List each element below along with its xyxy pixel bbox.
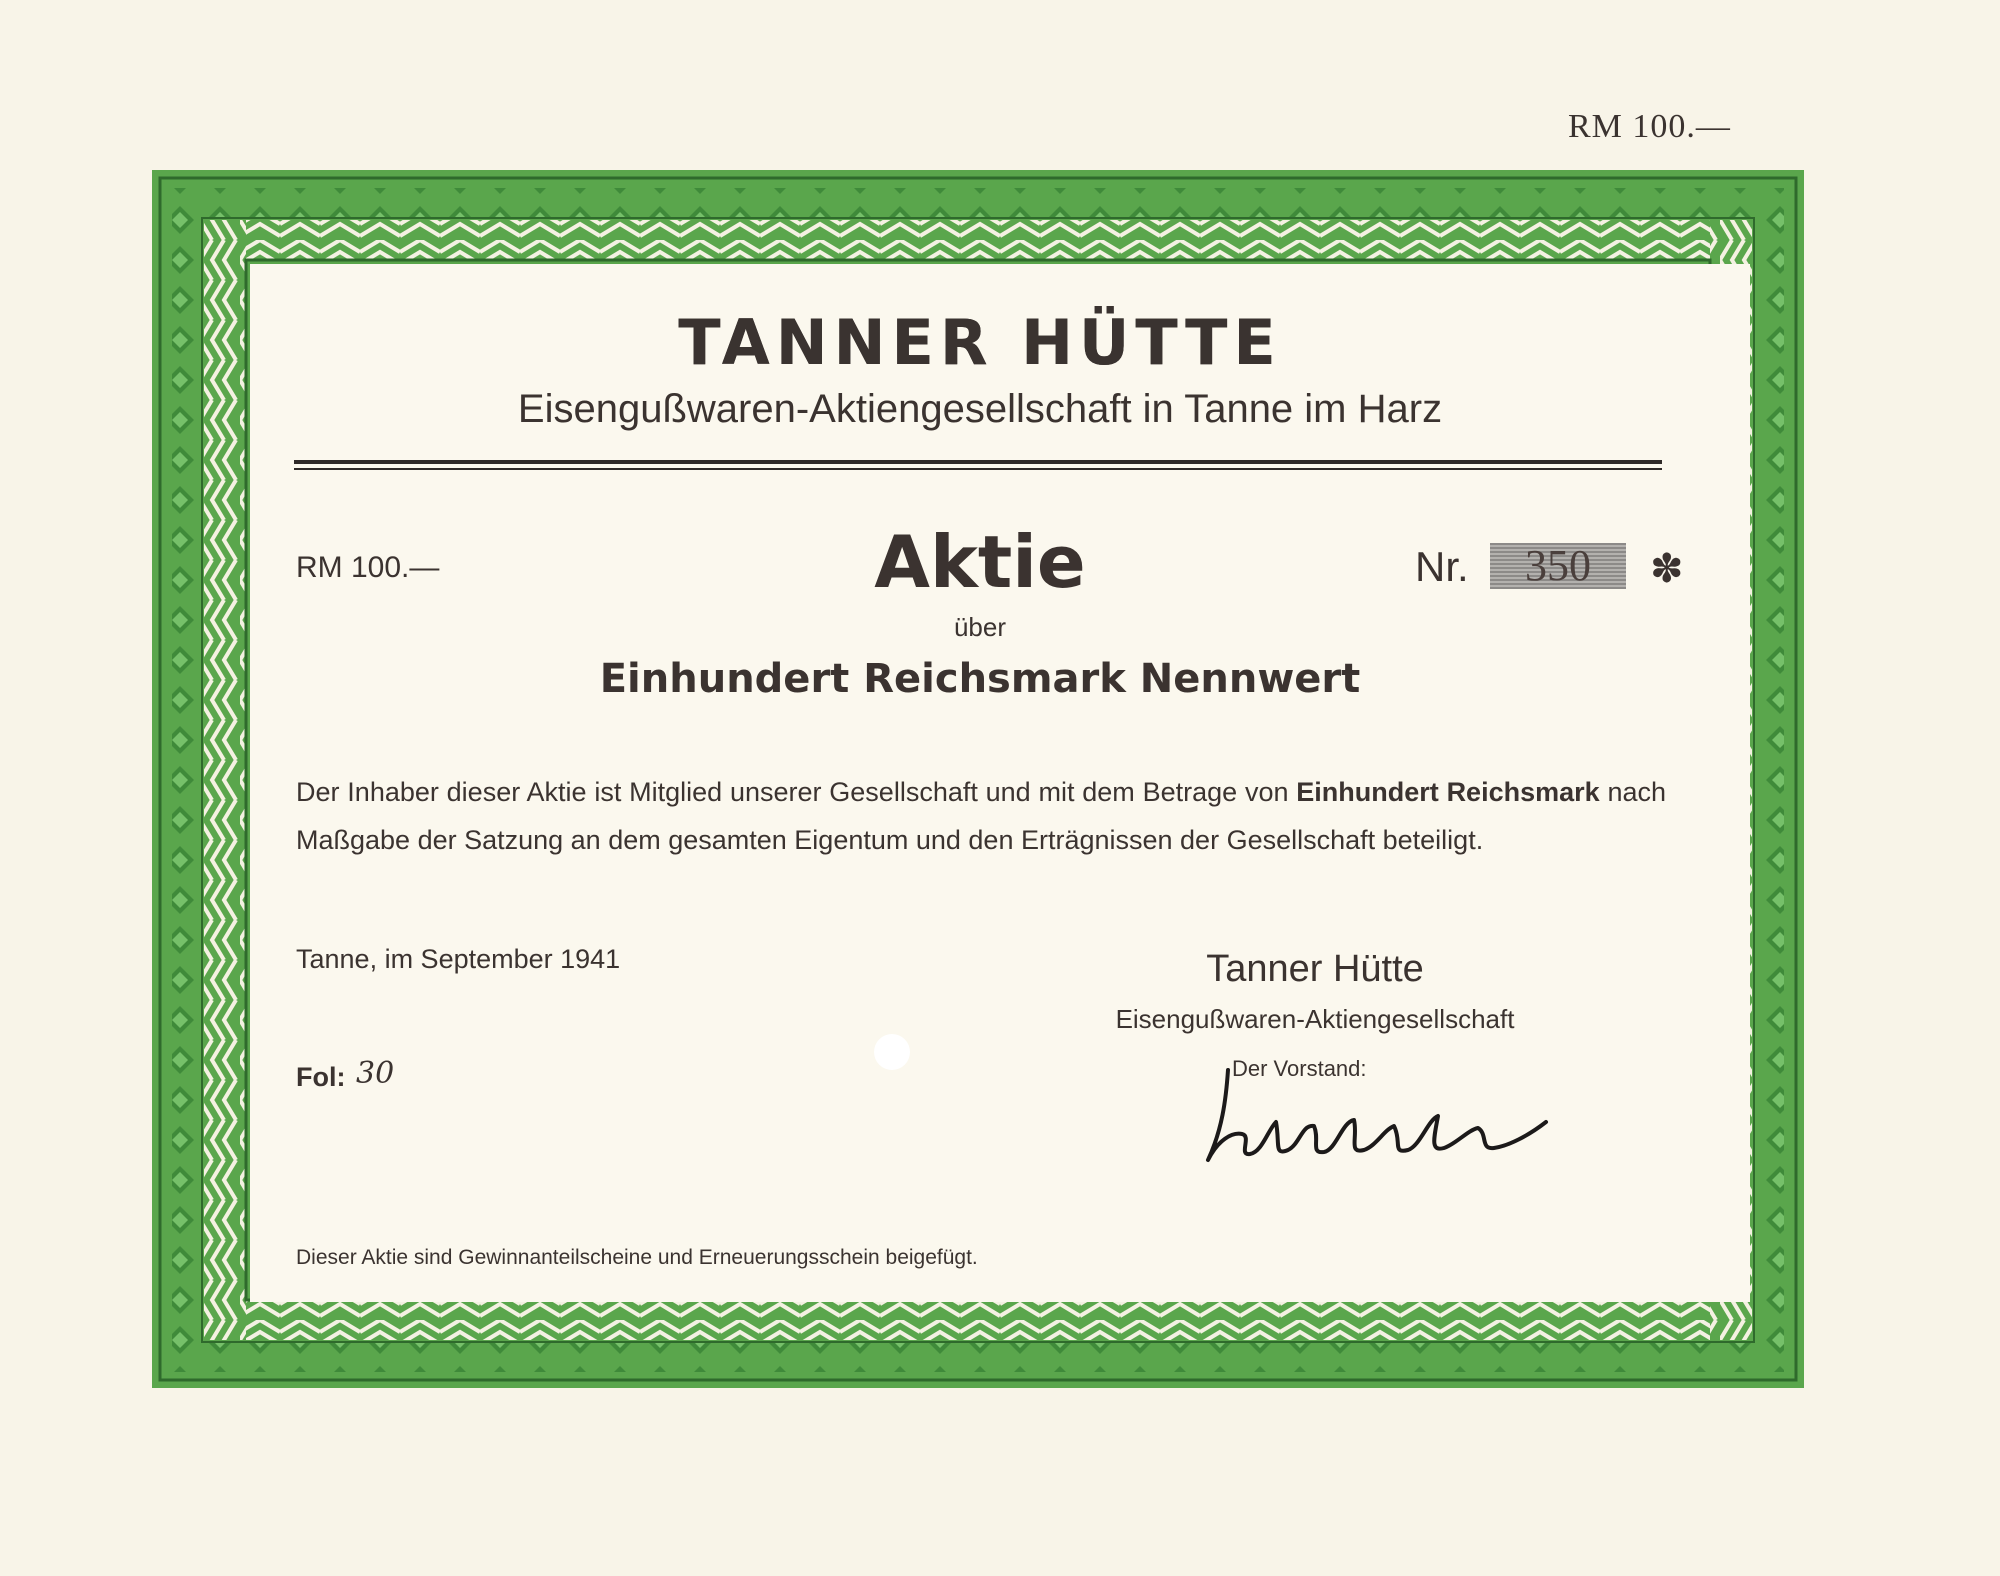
header-rule-thin: [294, 468, 1662, 470]
signature: [1198, 1060, 1558, 1170]
signatory-company-sub: Eisengußwaren-Aktiengesellschaft: [1115, 1004, 1515, 1034]
folio-label: Fol:: [296, 1062, 346, 1092]
punch-hole: [874, 1034, 910, 1070]
board-label: Der Vorstand:: [1232, 1056, 1367, 1081]
left-amount: RM 100.—: [296, 551, 440, 584]
place-date: Tanne, im September 1941: [296, 944, 621, 974]
footer-note: Dieser Aktie sind Gewinnanteilscheine und Erneuerungsschein beigefügt.: [296, 1246, 978, 1269]
body-text-part1: Der Inhaber dieser Aktie ist Mitglied unserer Gesellschaft und mit dem Betrage von: [296, 777, 1297, 807]
signatory-company: Tanner Hütte: [1206, 948, 1424, 990]
number-label: Nr.: [1415, 543, 1469, 590]
corner-amount: RM 100.—: [1568, 108, 1731, 145]
company-title: TANNER HÜTTE: [678, 306, 1282, 379]
nominal-value: Einhundert Reichsmark Nennwert: [599, 656, 1361, 702]
asterisk-icon: ✽: [1650, 547, 1684, 591]
ueber-label: über: [953, 612, 1007, 642]
body-text-part2: nach Maßgabe der Satzung an dem gesamten Eigentum und den Erträgnissen der Gesellschaft beteiligt.: [296, 777, 1666, 855]
body-text: [296, 768, 1666, 864]
company-subtitle: Eisengußwaren-Aktiengesellschaft in Tanne im Harz: [517, 387, 1443, 431]
certificate-number: 350: [1525, 541, 1591, 590]
folio-value: 30: [356, 1056, 395, 1091]
header-rule: [294, 460, 1662, 464]
body-text-bold: Einhundert Reichsmark: [1296, 777, 1600, 807]
share-title: Aktie: [874, 520, 1086, 604]
